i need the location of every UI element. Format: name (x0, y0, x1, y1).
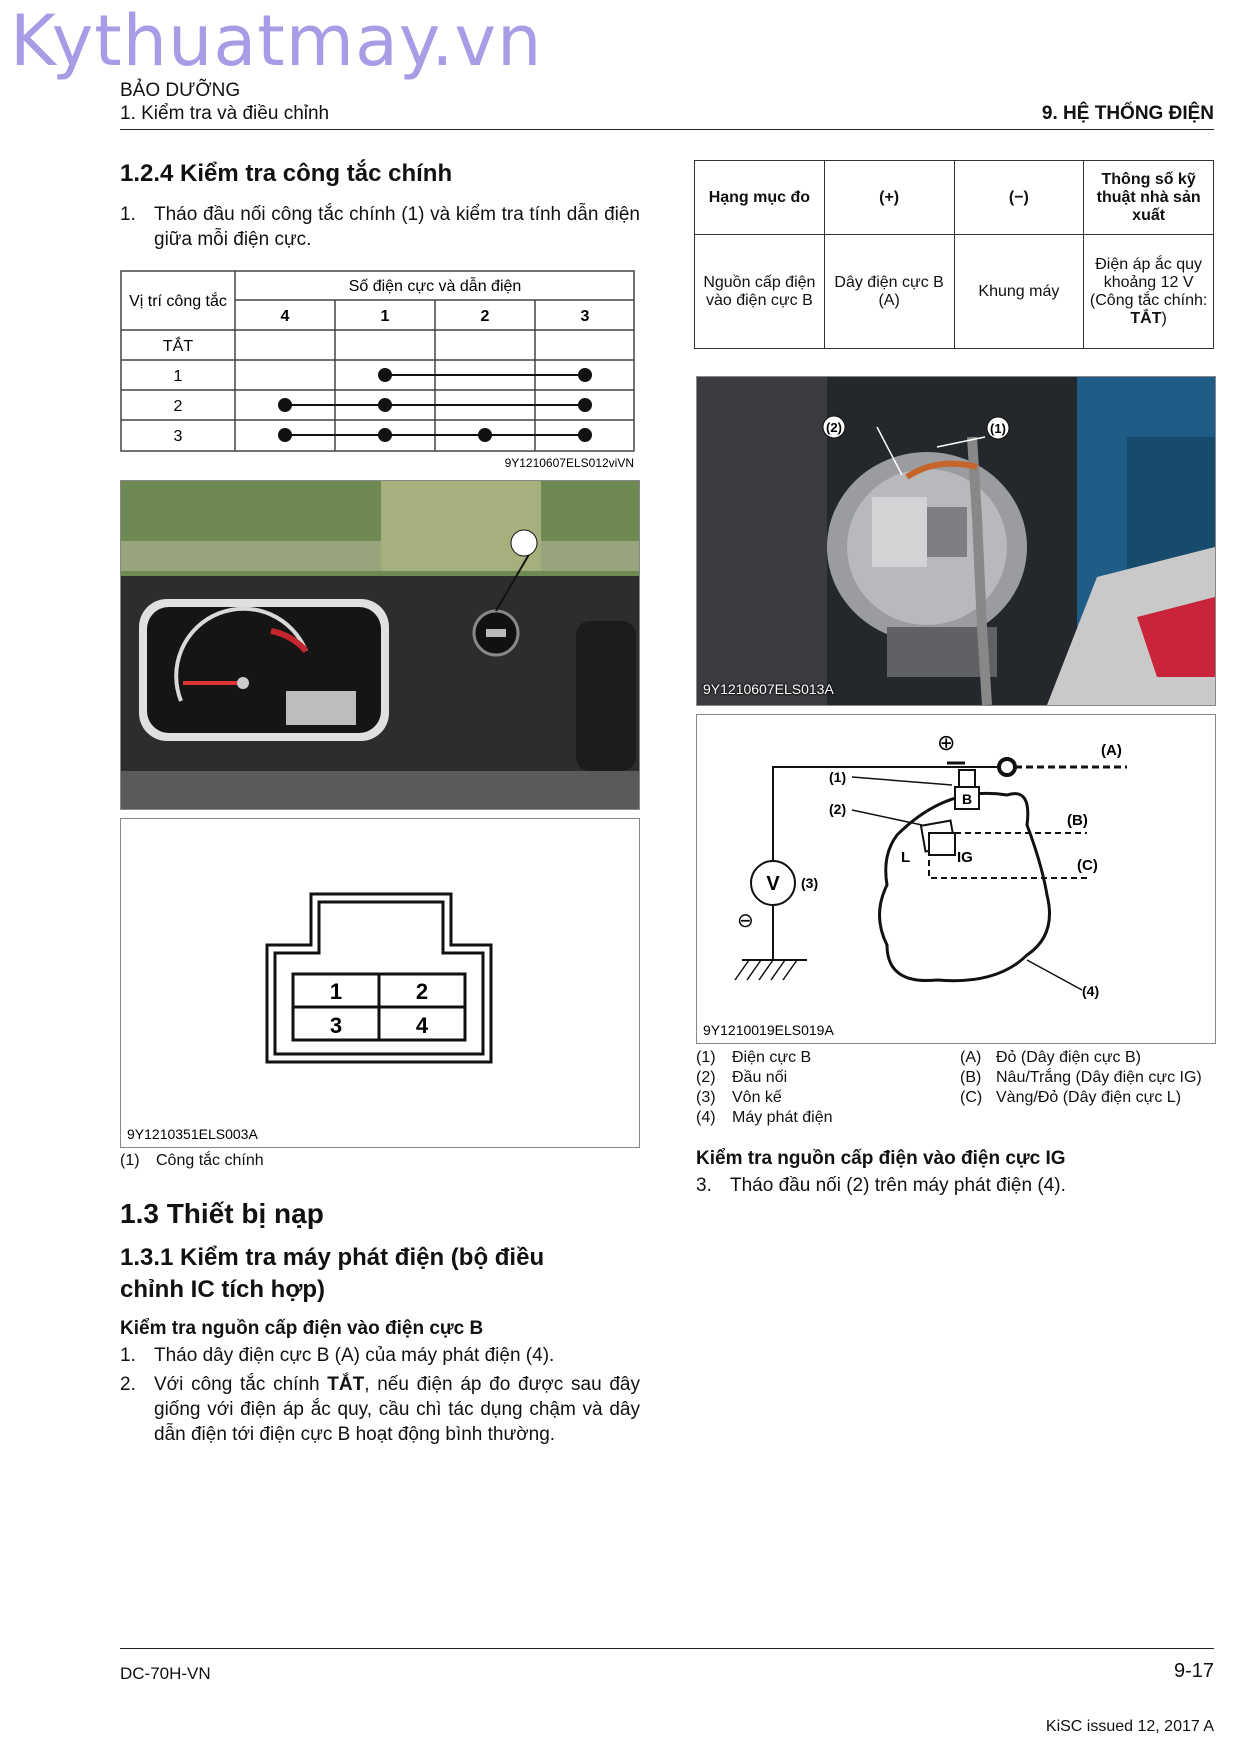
legend-item: (3) Vôn kế (696, 1089, 782, 1106)
step-number: 3. (696, 1175, 712, 1196)
plus-symbol: ⊕ (937, 730, 956, 755)
minus-symbol: ⊖ (737, 910, 754, 932)
caption-number: (1) (120, 1152, 140, 1169)
row-label: 2 (173, 398, 183, 415)
step-text: Với công tắc chính TẮT, nếu điện áp đo được sau đây giống với điện áp ắc quy, cầu chì tác dụng chậm và dây dẫn điện tới điện cực B hoạt động bình thường. (154, 1374, 641, 1445)
step-number: 1. (120, 1345, 136, 1366)
header-cell: (−) (954, 161, 1084, 235)
pin-3: 3 (329, 1013, 343, 1038)
section-title-1-3-1: 1.3.1 Kiểm tra máy phát điện (bộ điều chỉnh IC tích hợp) (120, 1244, 545, 1303)
legend-right (960, 1048, 1214, 1108)
continuity-table (120, 270, 640, 470)
header-subsection: 1. Kiểm tra và điều chỉnh (120, 103, 330, 124)
label-B: (B) (1067, 812, 1088, 829)
header-cell: Thông số kỹ thuật nhà sản xuất (1084, 161, 1214, 235)
cell: Điện áp ắc quy khoảng 12 V (Công tắc chính: TẮT) (1084, 235, 1214, 349)
header-chapter: 9. HỆ THỐNG ĐIỆN (1041, 103, 1214, 124)
spec-table (694, 160, 1214, 349)
col-pos-label: Vị trí công tắc (129, 293, 227, 310)
step-text: Tháo đầu nối (2) trên máy phát điện (4). (730, 1175, 1066, 1196)
callout-1: (1) (990, 421, 1006, 436)
pin-2: 2 (415, 979, 429, 1004)
pin-4: 4 (415, 1013, 429, 1038)
step-1 (120, 202, 640, 252)
header-cell: Hạng mục đo (695, 161, 825, 235)
label-A: (A) (1101, 742, 1122, 759)
label-3: (3) (801, 875, 819, 891)
wiring-diagram (696, 714, 1216, 1044)
key-switch-photo (120, 480, 640, 810)
cell: Nguồn cấp điện vào điện cực B (695, 235, 825, 349)
terminal-B: B (961, 791, 973, 807)
row-label: 3 (173, 428, 183, 445)
terminal-IG: IG (957, 849, 973, 866)
section-title-1-2-4: 1.2.4 Kiểm tra công tắc chính (120, 160, 453, 187)
terminal-label: 1 (380, 308, 390, 325)
terminal-label: 2 (480, 308, 490, 325)
check-ig-title: Kiểm tra nguồn cấp điện vào điện cực IG (696, 1148, 1066, 1169)
terminal-label: 3 (580, 308, 590, 325)
step-number: 2. (120, 1374, 136, 1395)
legend-item: (4) Máy phát điện (696, 1109, 833, 1126)
terminal-L: L (901, 849, 911, 866)
figure-code: 9Y1210607ELS013A (703, 681, 834, 697)
continuity-table-figure (120, 270, 640, 470)
step-text: Tháo dây điện cực B (A) của máy phát điện (4). (154, 1345, 555, 1366)
wiring-illustration (697, 715, 1215, 1043)
figure-code: 9Y1210607ELS012viVN (504, 456, 634, 470)
voltmeter-symbol: V (766, 873, 780, 895)
header-section: BẢO DƯỠNG (120, 80, 241, 101)
label-2: (2) (829, 801, 847, 817)
watermark: Kythuatmay.vn (10, 0, 543, 82)
alternator-photo (696, 376, 1216, 706)
footer-rule (120, 1648, 1214, 1649)
step-text: Tháo đầu nối công tắc chính (1) và kiểm tra tính dẫn điện giữa mỗi điện cực. (154, 204, 640, 250)
caption (120, 1152, 264, 1170)
legend-item: (C) Vàng/Đỏ (Dây điện cực L) (960, 1089, 1182, 1106)
cell: Khung máy (954, 235, 1084, 349)
dashboard-illustration (121, 481, 639, 809)
label-C: (C) (1077, 857, 1098, 874)
step-3 (696, 1173, 1214, 1198)
step-1 (120, 1343, 640, 1368)
label-1: (1) (829, 769, 847, 785)
row-label: TẮT (162, 338, 194, 355)
legend-item: (B) Nâu/Trắng (Dây điện cực IG) (960, 1069, 1202, 1086)
caption-text: Công tắc chính (156, 1152, 264, 1169)
footer-doc-code: DC-70H-VN (120, 1664, 211, 1683)
pin-1: 1 (329, 979, 343, 1004)
footer-issued: KiSC issued 12, 2017 A (1045, 1718, 1214, 1735)
col-group-label: Số điện cực và dẫn điện (348, 278, 522, 295)
legend-item: (1) Điện cực B (696, 1049, 812, 1066)
footer-page-number: 9-17 (1173, 1660, 1214, 1682)
label-4: (4) (1082, 983, 1100, 999)
legend-item: (2) Đầu nối (696, 1069, 788, 1086)
alternator-illustration (697, 377, 1215, 705)
legend-item: (A) Đỏ (Dây điện cực B) (960, 1049, 1141, 1066)
row-label: 1 (173, 368, 183, 385)
connector-illustration (121, 819, 639, 1147)
callout-2: (2) (826, 420, 842, 435)
step-number: 1. (120, 204, 136, 225)
header-cell: (+) (824, 161, 954, 235)
figure-code: 9Y1210019ELS019A (703, 1022, 834, 1038)
legend-left (696, 1048, 956, 1128)
cell: Dây điện cực B (A) (824, 235, 954, 349)
terminal-label: 4 (280, 308, 290, 325)
step-2 (120, 1372, 640, 1447)
check-b-title: Kiểm tra nguồn cấp điện vào điện cực B (120, 1318, 484, 1339)
connector-diagram (120, 818, 640, 1148)
header-rule (120, 129, 1214, 130)
figure-code: 9Y1210351ELS003A (127, 1126, 258, 1142)
section-title-1-3: 1.3 Thiết bị nạp (120, 1198, 324, 1229)
